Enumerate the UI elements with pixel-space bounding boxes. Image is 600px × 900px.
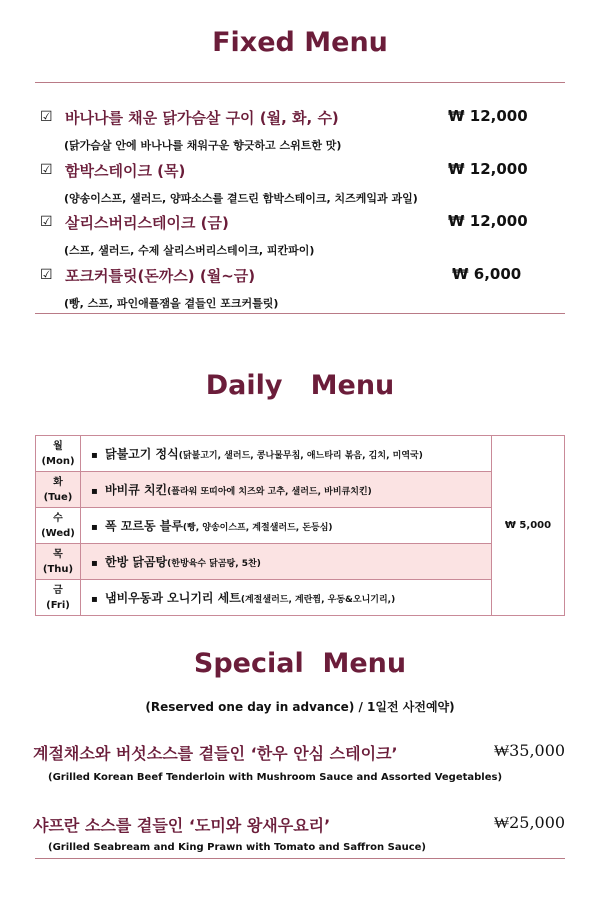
dish-name: 폭 꼬르동 블루 — [105, 519, 183, 533]
table-row — [36, 544, 565, 580]
special-item-name: 계절채소와 버섯소스를 곁들인 ‘한우 안심 스테이크’ — [33, 744, 398, 763]
bullet-icon: ▪ — [91, 450, 98, 461]
fixed-item-name: 바나나를 채운 닭가슴살 구이 (월, 화, 수) — [65, 109, 339, 127]
bullet-icon: ▪ — [91, 522, 98, 533]
day-korean: 목 — [53, 548, 63, 560]
special-item-name: 샤프란 소스를 곁들인 ‘도미와 왕새우요리’ — [33, 816, 331, 835]
special-item-price: ₩25,000 — [494, 813, 566, 832]
special-item-price: ₩35,000 — [494, 741, 566, 760]
day-english: (Tue) — [43, 491, 73, 503]
daily-menu-title-text: Daily Menu — [205, 370, 395, 401]
reservation-note: (Reserved one day in advance) / 1일전 사전예약) — [145, 700, 455, 714]
checkbox-icon: ☑ — [40, 162, 53, 178]
special-item-english: (Grilled Seabream and King Prawn with Tomato and Saffron Sauce) — [48, 842, 426, 853]
table-row — [36, 472, 565, 508]
day-cell — [36, 544, 81, 580]
fixed-item-name: 포크커틀릿(돈까스) (월~금) — [65, 267, 256, 285]
fixed-item-description: (빵, 스프, 파인애플잼을 곁들인 포크커틀릿) — [64, 297, 279, 310]
day-english: (Wed) — [41, 527, 75, 539]
dish-name: 냄비우동과 오니기리 세트 — [105, 591, 241, 605]
day-korean: 월 — [53, 440, 63, 452]
fixed-item-price: ₩ 12,000 — [448, 212, 528, 230]
checkbox-icon: ☑ — [40, 267, 53, 283]
day-korean: 화 — [53, 476, 63, 488]
special-menu-title-text: Special Menu — [193, 648, 407, 679]
day-korean: 수 — [53, 512, 63, 524]
day-cell — [36, 436, 81, 472]
divider — [35, 313, 565, 314]
bullet-icon: ▪ — [91, 486, 98, 497]
dish-cell — [81, 580, 492, 616]
checkbox-icon: ☑ — [40, 214, 53, 230]
dish-cell — [81, 472, 492, 508]
special-menu-title — [0, 648, 600, 679]
fixed-item-price: ₩ 12,000 — [448, 160, 528, 178]
table-row — [36, 580, 565, 616]
bullet-icon: ▪ — [91, 558, 98, 569]
day-english: (Fri) — [46, 599, 70, 611]
day-english: (Thu) — [42, 563, 74, 575]
day-english: (Mon) — [41, 455, 75, 467]
dish-cell — [81, 508, 492, 544]
dish-cell — [81, 544, 492, 580]
fixed-menu-title: Fixed Menu — [212, 27, 388, 58]
day-cell — [36, 472, 81, 508]
day-cell — [36, 508, 81, 544]
daily-menu-title — [0, 370, 600, 401]
daily-price: ₩ 5,000 — [492, 436, 565, 616]
fixed-menu-item — [40, 160, 560, 182]
dish-name: 한방 닭곰탕 — [105, 555, 168, 569]
fixed-item-price: ₩ 12,000 — [448, 107, 528, 125]
fixed-menu-item — [40, 212, 560, 234]
daily-menu-table — [35, 435, 565, 616]
dish-name: 닭불고기 정식 — [105, 447, 179, 461]
table-row — [36, 508, 565, 544]
dish-cell — [81, 436, 492, 472]
dish-detail: (한방육수 닭곰탕, 5찬) — [167, 559, 261, 569]
fixed-item-description: (닭가슴살 안에 바나나를 채워구운 향긋하고 스위트한 맛) — [64, 139, 342, 152]
dish-detail: (플라워 또띠아에 치즈와 고추, 샐러드, 바비큐치킨) — [167, 487, 372, 497]
day-korean: 금 — [53, 584, 63, 596]
day-cell — [36, 580, 81, 616]
dish-detail: (닭불고기, 샐러드, 콩나물무침, 애느타리 볶음, 김치, 미역국) — [178, 451, 423, 461]
fixed-menu-item — [40, 107, 560, 129]
dish-detail: (빵, 양송이스프, 계절샐러드, 돈등심) — [182, 523, 333, 533]
fixed-item-description: (양송이스프, 샐러드, 양파소스를 곁드린 함박스테이크, 치즈케잌과 과일) — [64, 192, 418, 205]
divider — [35, 82, 565, 83]
checkbox-icon: ☑ — [40, 109, 53, 125]
bullet-icon: ▪ — [91, 594, 98, 605]
dish-detail: (계절샐러드, 계란찜, 우동&오니기리,) — [240, 595, 396, 605]
special-item-english: (Grilled Korean Beef Tenderloin with Mushroom Sauce and Assorted Vegetables) — [48, 772, 503, 783]
fixed-item-description: (스프, 샐러드, 수제 살리스버리스테이크, 피칸파이) — [64, 244, 315, 257]
fixed-item-name: 함박스테이크 (목) — [65, 162, 186, 180]
fixed-menu-item — [40, 265, 560, 287]
dish-name: 바비큐 치킨 — [105, 483, 168, 497]
fixed-item-price: ₩ 6,000 — [452, 265, 522, 283]
fixed-item-name: 살리스버리스테이크 (금) — [65, 214, 229, 232]
divider — [35, 858, 565, 859]
table-row — [36, 436, 565, 472]
